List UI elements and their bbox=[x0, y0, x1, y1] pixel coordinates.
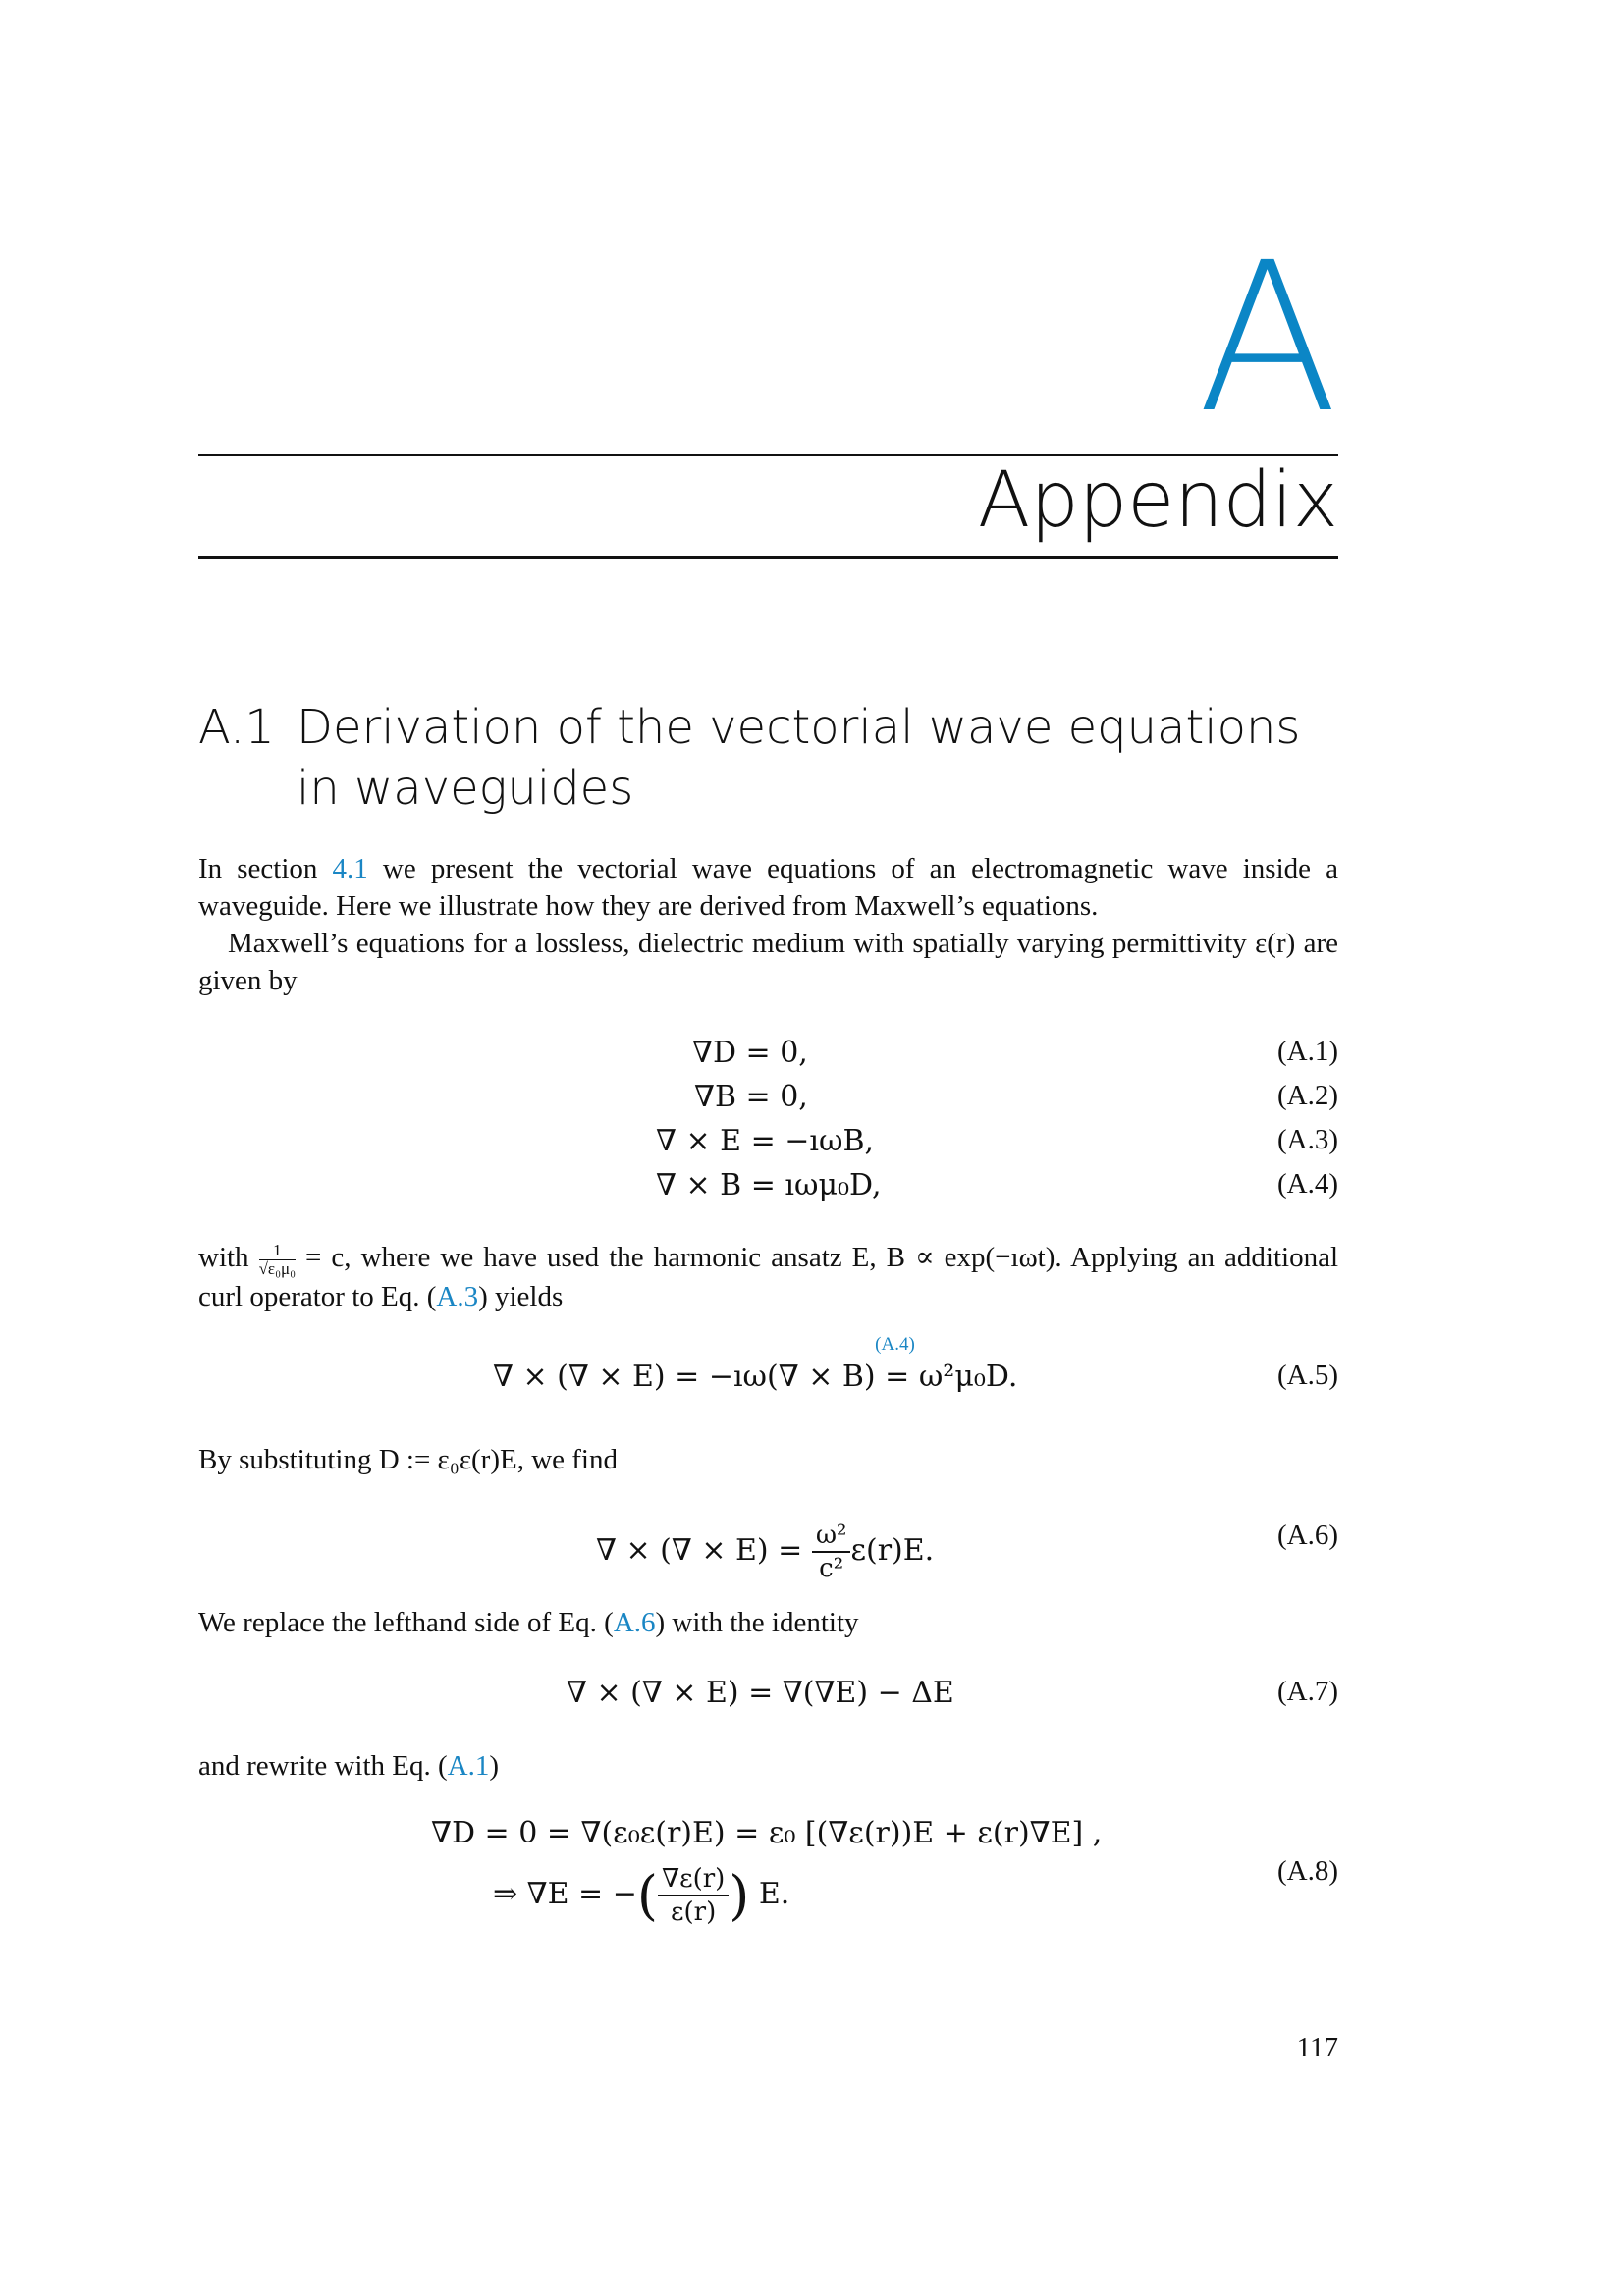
equation-math: ∇B = 0, bbox=[694, 1080, 808, 1114]
fraction-numerator: ω² bbox=[812, 1520, 851, 1553]
paragraph-text: ) with the identity bbox=[655, 1607, 859, 1638]
page-number: 117 bbox=[1296, 2032, 1338, 2063]
paren-right: ) bbox=[729, 1864, 750, 1927]
paragraph-rewrite bbox=[198, 1747, 1338, 1785]
equation-a3 bbox=[198, 1124, 1338, 1167]
fraction-numerator: ∇ε(r) bbox=[658, 1863, 729, 1896]
paragraph-identity bbox=[198, 1604, 1338, 1641]
paren-left: ( bbox=[636, 1864, 658, 1927]
equation-fraction bbox=[658, 1863, 729, 1928]
equation-a7 bbox=[198, 1676, 1338, 1719]
paragraph-maxwell: Maxwell’s equations for a lossless, dielectric medium with spatially varying permittivity ε(r) are given by bbox=[198, 928, 1338, 996]
equation-math bbox=[596, 1520, 934, 1584]
paragraph-substitution bbox=[198, 1441, 1338, 1478]
equation-number: (A.2) bbox=[1276, 1080, 1338, 1111]
equation-math: ∇ × B = ıωμ₀D, bbox=[656, 1168, 882, 1202]
equation-number: (A.3) bbox=[1276, 1124, 1338, 1155]
equation-line-2 bbox=[493, 1863, 789, 1928]
equation-over-symbol: = bbox=[885, 1360, 910, 1394]
equation-ref-link[interactable]: A.6 bbox=[613, 1607, 656, 1638]
equation-number: (A.5) bbox=[1276, 1360, 1338, 1391]
equation-rhs: ω²μ₀D. bbox=[909, 1360, 1018, 1394]
fraction-denominator: c² bbox=[819, 1554, 844, 1583]
paragraph-text: = c, where we have used the harmonic ansatz E, B ∝ exp(−ıωt). Applying an additional curl operator to Eq. ( bbox=[198, 1242, 1339, 1312]
paragraph-text: with bbox=[198, 1242, 249, 1273]
equation-number: (A.4) bbox=[1276, 1168, 1338, 1200]
equation-a5 bbox=[198, 1334, 1338, 1403]
section-ref-link[interactable]: 4.1 bbox=[332, 853, 368, 884]
paragraph-text: By substituting D := ε₀ε(r)E, we find bbox=[198, 1444, 618, 1475]
chapter-title: Appendix bbox=[977, 456, 1338, 545]
equation-a2 bbox=[198, 1080, 1338, 1123]
equation-math: ∇ × (∇ × E) = ∇(∇E) − ΔE bbox=[567, 1676, 954, 1710]
equation-over-label: (A.4) bbox=[875, 1334, 915, 1355]
equation-a8 bbox=[198, 1816, 1338, 1934]
equation-math bbox=[493, 1334, 1018, 1394]
fraction-denominator: ε(r) bbox=[671, 1897, 717, 1927]
equation-lhs: ⇒ ∇E = − bbox=[493, 1877, 637, 1911]
equation-number: (A.6) bbox=[1276, 1520, 1338, 1551]
chapter-letter: A bbox=[1197, 218, 1338, 458]
equation-number: (A.1) bbox=[1276, 1036, 1338, 1067]
inline-fraction bbox=[259, 1242, 296, 1278]
paragraph-text: ) yields bbox=[478, 1280, 564, 1312]
equation-a4 bbox=[198, 1168, 1338, 1211]
equation-ref-link[interactable]: A.3 bbox=[436, 1280, 479, 1312]
paragraph-text: ) bbox=[489, 1750, 500, 1782]
equation-fraction bbox=[812, 1520, 851, 1584]
chapter-rule-bottom bbox=[198, 556, 1338, 559]
paragraph-text: In section bbox=[198, 853, 333, 884]
equation-lhs: ∇ × (∇ × E) = −ıω(∇ × B) bbox=[493, 1360, 886, 1394]
paragraph-text: We replace the lefthand side of Eq. ( bbox=[198, 1607, 614, 1638]
section-heading bbox=[198, 697, 1338, 819]
equation-number: (A.7) bbox=[1276, 1676, 1338, 1707]
paragraph-ansatz bbox=[198, 1239, 1338, 1315]
equation-rhs: E. bbox=[749, 1877, 790, 1911]
equation-number: (A.8) bbox=[1276, 1855, 1338, 1887]
equation-line-1: ∇D = 0 = ∇(ε₀ε(r)E) = ε₀ [(∇ε(r))E + ε(r)∇E] , bbox=[431, 1816, 1103, 1850]
paragraph-intro bbox=[198, 850, 1338, 999]
fraction-denominator: √ε₀μ₀ bbox=[258, 1258, 297, 1278]
fraction-numerator: 1 bbox=[259, 1242, 296, 1260]
equation-rhs: ε(r)E. bbox=[850, 1533, 935, 1568]
equation-a6 bbox=[198, 1520, 1338, 1583]
equation-ref-link[interactable]: A.1 bbox=[447, 1750, 490, 1782]
equation-a1 bbox=[198, 1036, 1338, 1079]
paragraph-text: we present the vectorial wave equations of an electromagnetic wave inside a waveguide. Here we illustrate how they are derived from Maxwell’s equations. bbox=[198, 853, 1338, 922]
equation-over-eq bbox=[875, 1334, 915, 1394]
equation-lhs: ∇ × (∇ × E) = bbox=[596, 1533, 812, 1568]
section-number: A.1 bbox=[198, 700, 275, 755]
equation-math: ∇ × E = −ıωB, bbox=[656, 1124, 875, 1158]
equation-math: ∇D = 0, bbox=[692, 1036, 808, 1070]
paragraph-text: and rewrite with Eq. ( bbox=[198, 1750, 448, 1782]
section-title: Derivation of the vectorial wave equations in waveguides bbox=[297, 700, 1301, 816]
